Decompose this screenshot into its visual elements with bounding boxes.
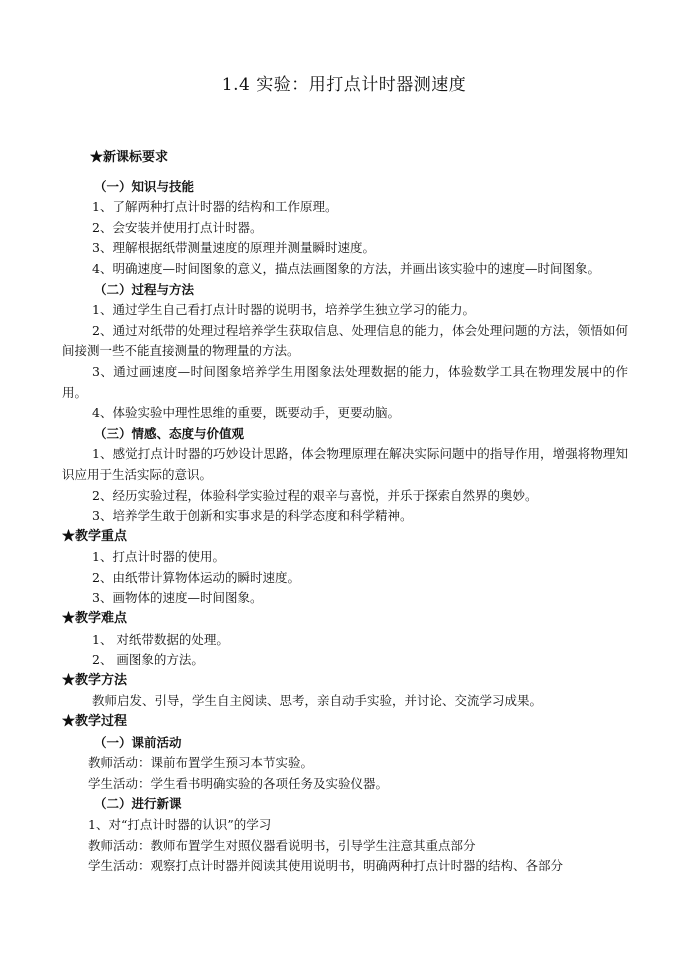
section-heading-procedure: ★教学过程 [62,714,128,730]
student-activity: 学生活动：学生看书明确实验的各项任务及实验仪器。 [88,775,389,791]
list-item: 1、通过学生自己看打点计时器的说明书，培养学生独立学习的能力。 [92,302,475,318]
section-heading-difficulties: ★教学难点 [62,611,128,627]
methods-text: 教师启发、引导，学生自主阅读、思考，亲自动手实验，并讨论、交流学习成果。 [92,693,543,709]
list-item: 2、由纸带计算物体运动的瞬时速度。 [92,569,300,585]
list-item: 3、通过画速度—时间图象培养学生用图象法处理数据的能力，体验数学工具在物理发展中的作用。 [62,363,628,400]
subheading-new-lesson: （二）进行新课 [94,796,182,812]
document-body [62,148,628,877]
list-item: 2、会安装并使用打点计时器。 [92,219,263,235]
list-item: 2、经历实验过程，体验科学实验过程的艰辛与喜悦，并乐于探索自然界的奥妙。 [92,487,538,503]
list-item: 1、打点计时器的使用。 [92,549,225,565]
subheading-knowledge: （一）知识与技能 [94,178,195,194]
teacher-activity: 教师活动：课前布置学生预习本节实验。 [88,755,314,771]
subheading-attitude: （三）情感、态度与价值观 [94,425,245,441]
list-item: 3、培养学生敢于创新和实事求是的科学态度和科学精神。 [92,508,413,524]
page-title: 1.4 实验：用打点计时器测速度 [221,75,467,95]
list-item: 1、 对纸带数据的处理。 [92,631,229,647]
section-heading-requirements: ★新课标要求 [90,150,169,165]
lesson-topic: 1、对“打点计时器的认识”的学习 [88,817,272,832]
student-activity: 学生活动：观察打点计时器并阅读其使用说明书，明确两种打点计时器的结构、各部分 [88,858,564,874]
subheading-process: （二）过程与方法 [94,281,195,297]
teacher-activity: 教师活动：教师布置学生对照仪器看说明书，引导学生注意其重点部分 [88,837,476,853]
list-item: 2、通过对纸带的处理过程培养学生获取信息、处理信息的能力，体会处理问题的方法，领悟如何间接测一些不能直接测量的物理量的方法。 [62,322,628,359]
list-item: 4、体验实验中理性思维的重要，既要动手，更要动脑。 [92,405,400,421]
list-item: 3、理解根据纸带测量速度的原理并测量瞬时速度。 [92,240,375,256]
section-heading-key-points: ★教学重点 [62,528,128,544]
subheading-pre-class: （一）课前活动 [94,734,182,750]
list-item: 4、明确速度—时间图象的意义，描点法画图象的方法，并画出该实验中的速度—时间图象。 [92,260,600,276]
section-heading-methods: ★教学方法 [62,672,128,688]
list-item: 1、了解两种打点计时器的结构和工作原理。 [92,199,338,215]
list-item: 3、画物体的速度—时间图象。 [92,590,263,606]
list-item: 2、 画图象的方法。 [92,652,204,668]
list-item: 1、感觉打点计时器的巧妙设计思路，体会物理原理在解决实际问题中的指导作用，增强将物理知识应用于生活实际的意识。 [62,446,628,482]
